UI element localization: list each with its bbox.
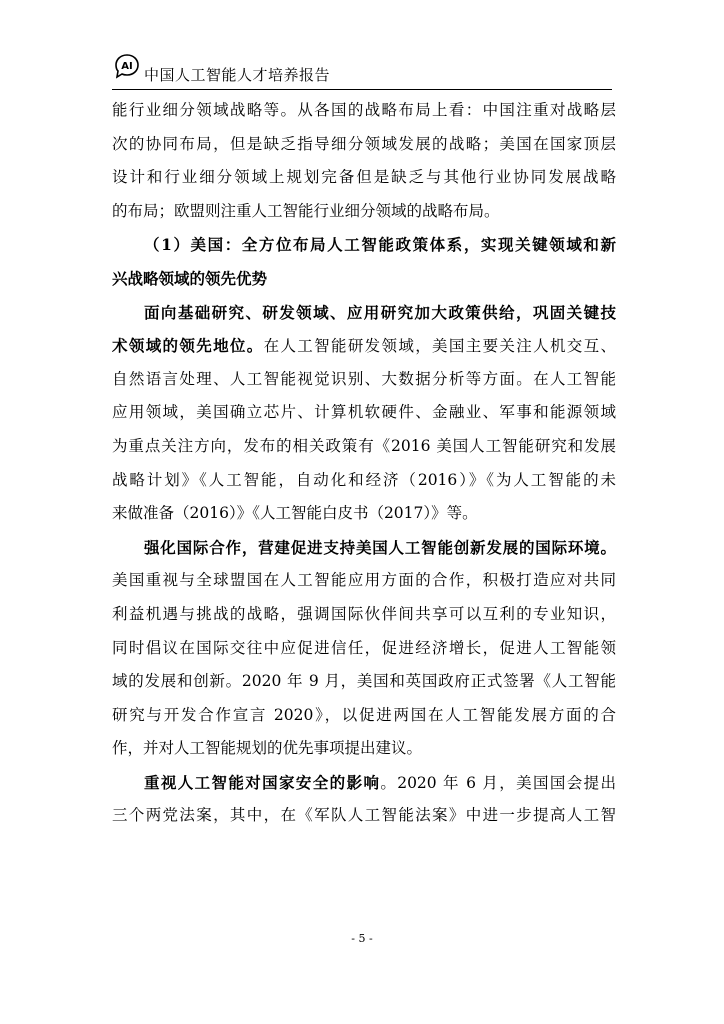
bold-lead: 面向基础研究、研发领域、应用研究加大政策供给，巩固关键技 [144, 302, 616, 322]
text-span: 。2020 年 6 月，美国国会提出 [380, 773, 616, 792]
text-line: 能行业细分领域战略等。从各国的战略布局上看：中国注重对战略层 [112, 101, 616, 119]
section-heading: 兴战略领域的领先优势 [112, 268, 268, 288]
bold-lead: 强化国际合作，营建促进支持美国人工智能创新发展的国际环境。 [144, 537, 616, 557]
text-line: 来做准备（2016）》《人工智能白皮书（2017）》等。 [112, 504, 478, 523]
header-divider [112, 89, 612, 90]
text-line: 设计和行业细分领域上规划完备但是缺乏与其他行业协同发展战略 [112, 168, 616, 187]
text-line [112, 329, 616, 363]
text-line: 作，并对人工智能规划的优先事项提出建议。 [112, 739, 423, 758]
section-heading: （1）美国：全方位布局人工智能政策体系，实现关键领域和新 [144, 235, 616, 255]
bold-lead: 重视人工智能对国家安全的影响 [144, 772, 381, 792]
page-header [112, 52, 612, 86]
text-span: 在人工智能研发领域，美国主要关注人机交互、 [263, 337, 616, 356]
bold-lead: 术领域的领先地位。 [112, 336, 264, 356]
text-line: 域的发展和创新。2020 年 9 月，美国和英国政府正式签署《人工智能 [112, 672, 616, 691]
text-line: 美国重视与全球盟国在人工智能应用方面的合作，积极打造应对共同 [112, 571, 616, 590]
text-line: 的布局；欧盟则注重人工智能行业细分领域的战略布局。 [112, 201, 500, 220]
text-line: 战略计划》《人工智能，自动化和经济（2016）》《为人工智能的未 [112, 470, 616, 489]
text-line [112, 766, 616, 800]
ai-logo-icon [112, 52, 142, 80]
ai-logo-text: AI [121, 61, 133, 72]
page-number: - 5 - [351, 932, 373, 945]
text-line: 为重点关注方向，发布的相关政策有《2016 美国人工智能研究和发展 [112, 436, 616, 455]
text-line: 同时倡议在国际交往中应促进信任，促进经济增长，促进人工智能领 [112, 638, 616, 657]
text-line: 三个两党法案，其中，在《军队人工智能法案》中进一步提高人工智 [112, 806, 616, 825]
text-line: 自然语言处理、人工智能视觉识别、大数据分析等方面。在人工智能 [112, 369, 616, 388]
text-line: 应用领域，美国确立芯片、计算机软硬件、金融业、军事和能源领域 [112, 403, 616, 422]
text-line: 研究与开发合作宣言 2020》，以促进两国在人工智能发展方面的合 [112, 705, 616, 724]
report-title: 中国人工智能人才培养报告 [144, 66, 331, 84]
document-body [112, 94, 616, 833]
text-line: 利益机遇与挑战的战略，强调国际伙伴间共享可以互利的专业知识， [112, 604, 616, 623]
text-line: 次的协同布局，但是缺乏指导细分领域发展的战略；美国在国家顶层 [112, 134, 616, 153]
